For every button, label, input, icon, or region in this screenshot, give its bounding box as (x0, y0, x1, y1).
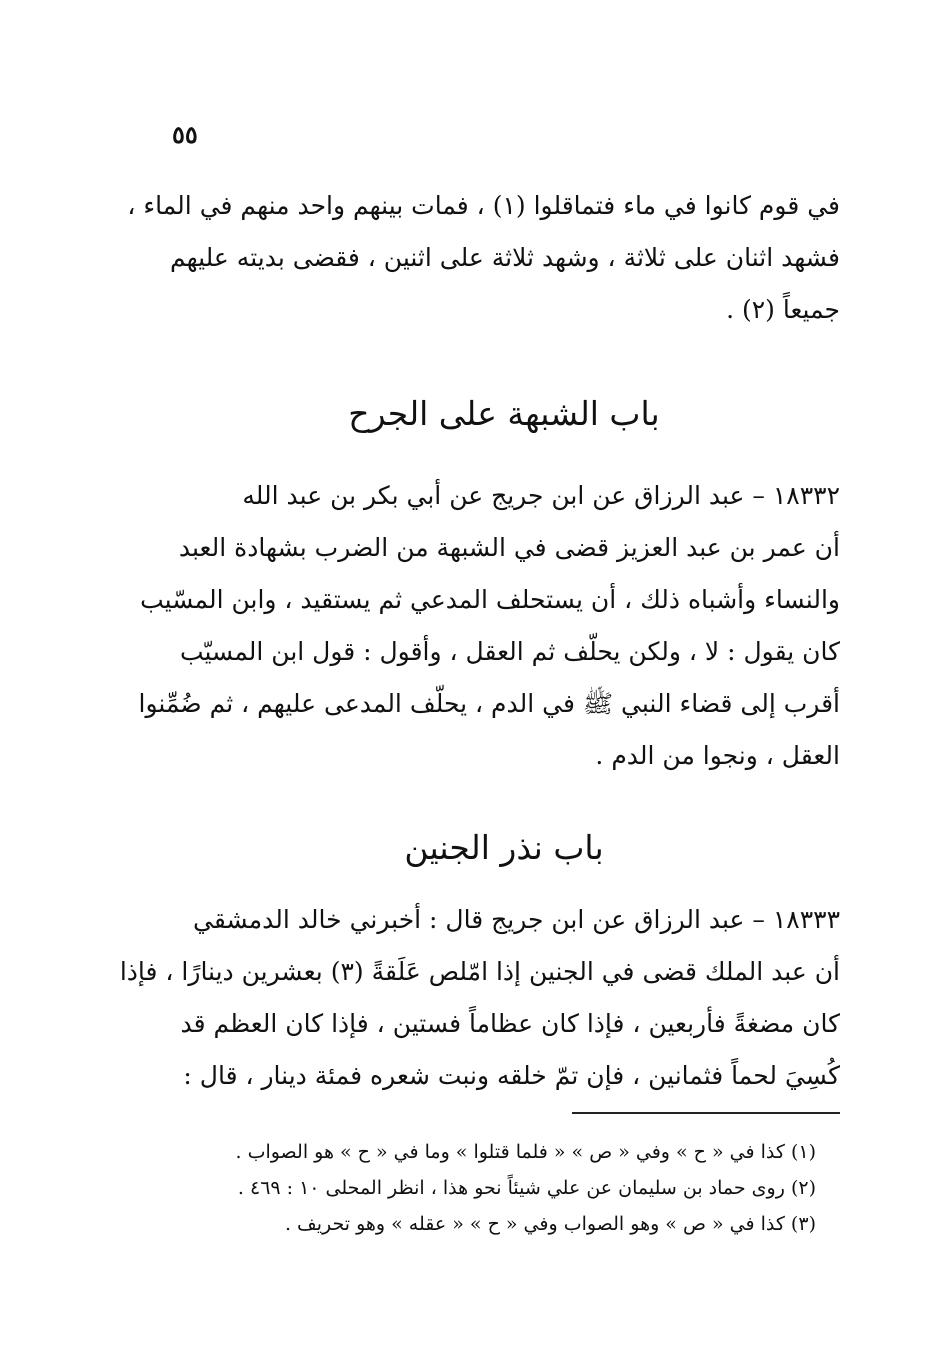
text-line: فشهد اثنان على ثلاثة ، وشهد ثلاثة على اثنين ، فقضى بديته عليهم (169, 243, 840, 272)
footnotes (168, 1134, 816, 1242)
page-number: ٥٥ (172, 120, 198, 149)
text-line: كان يقول : لا ، ولكن يحلّف ثم العقل ، وأقول : قول ابن المسيّب (179, 637, 840, 666)
text-line: كُسِيَ لحماً فثمانين ، فإن تمّ خلقه ونبت شعره فمئة دينار ، قال : (183, 1061, 840, 1090)
text-line: والنساء وأشباه ذلك ، أن يستحلف المدعي ثم يستقيد ، وابن المسّيب (140, 585, 840, 614)
section-heading: باب الشبهة على الجرح (348, 394, 660, 433)
text-line: أقرب إلى قضاء النبي ﷺ في الدم ، يحلّف المدعى عليهم ، ثم ضُمِّنوا (138, 689, 840, 718)
footnote: (١) كذا في « ح » وفي « ص » « فلما قتلوا » وما في « ح » هو الصواب . (235, 1141, 816, 1163)
text-line: أن عبد الملك قضى في الجنين إذا امّلص عَلَقةً (٣) بعشرين دينارًا ، فإذا (119, 957, 840, 986)
text-line: في قوم كانوا في ماء فتماقلوا (١) ، فمات بينهم واحد منهم في الماء ، (127, 191, 840, 220)
text-line: ١٨٣٣٣ – عبد الرزاق عن ابن جريج قال : أخبرني خالد الدمشقي (193, 905, 840, 934)
text-line: جميعاً (٢) . (726, 295, 840, 324)
section-heading: باب نذر الجنين (404, 828, 604, 867)
text-line: ١٨٣٣٢ – عبد الرزاق عن ابن جريج عن أبي بكر بن عبد الله (242, 481, 840, 510)
hadith-paragraph (138, 470, 840, 782)
text-line: كان مضغةً فأربعين ، فإذا كان عظاماً فستين ، فإذا كان العظم قد (180, 1009, 840, 1038)
footnote: (٢) روى حماد بن سليمان عن علي شيئاً نحو هذا ، انظر المحلى ١٠ : ٤٦٩ . (237, 1177, 816, 1199)
intro-paragraph (127, 180, 840, 336)
text-line: العقل ، ونجوا من الدم . (595, 741, 840, 770)
footnote-separator (572, 1112, 840, 1114)
text-line: أن عمر بن عبد العزيز قضى في الشبهة من الضرب بشهادة العبد (178, 533, 840, 562)
hadith-paragraph (119, 894, 840, 1102)
footnote: (٣) كذا في « ص » وهو الصواب وفي « ح » « عقله » وهو تحريف . (284, 1213, 816, 1235)
